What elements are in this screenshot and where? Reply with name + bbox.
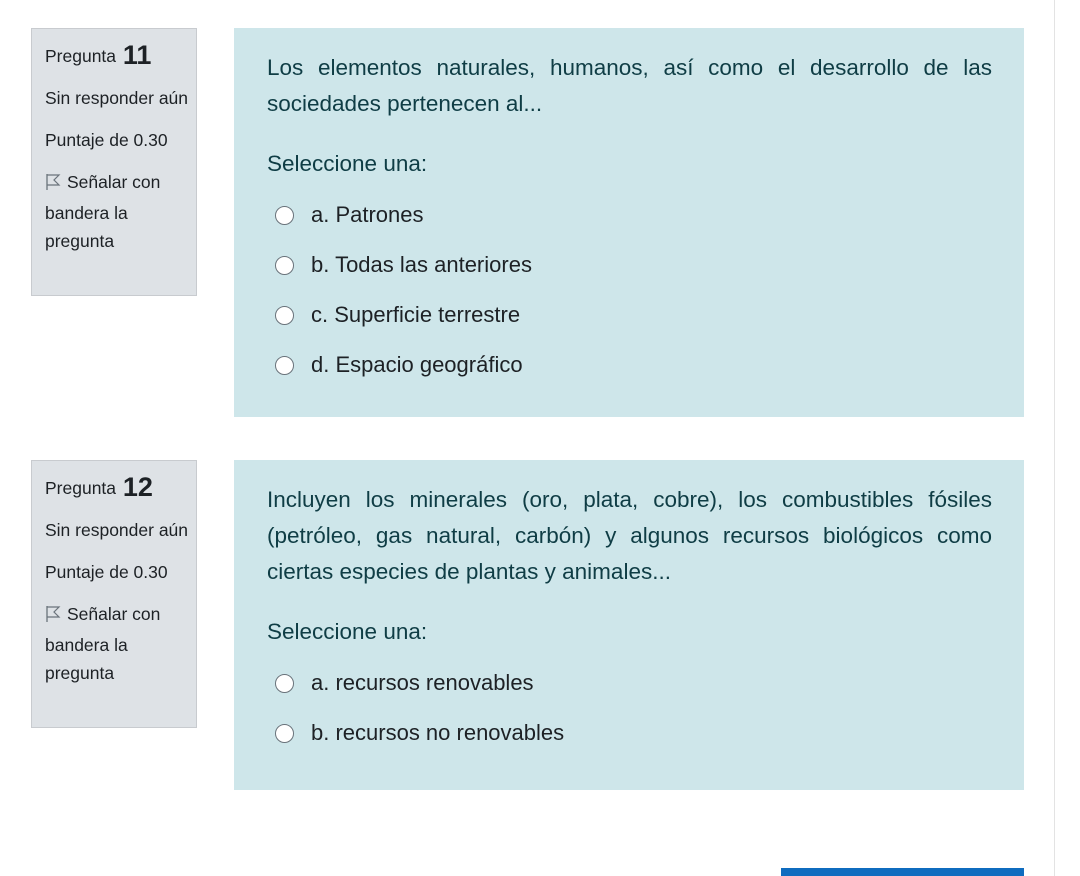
primary-button-edge[interactable]	[781, 868, 1024, 876]
flag-icon[interactable]	[45, 171, 67, 199]
answer-options	[267, 190, 992, 390]
question-number: 11	[122, 40, 152, 70]
answer-option-label[interactable]: a. Patrones	[311, 202, 424, 227]
flag-label[interactable]: Señalar con bandera la pregunta	[45, 604, 161, 683]
answer-option-label[interactable]: d. Espacio geográfico	[311, 352, 523, 377]
answer-prompt: Seleccione una:	[267, 619, 428, 644]
page-right-border	[1054, 0, 1055, 876]
question-grade: Puntaje de 0.30	[45, 562, 168, 582]
answer-option-c[interactable]	[267, 290, 992, 340]
question-text: Incluyen los minerales (oro, plata, cobre), los combustibles fósiles (petróleo, gas natural, carbón) y algunos recursos biológicos como ciertas especies de plantas y animales...	[267, 487, 992, 584]
question-number-row	[45, 41, 196, 70]
answer-option-label[interactable]: b. Todas las anteriores	[311, 252, 532, 277]
question-info-panel	[31, 460, 197, 728]
answer-option-a[interactable]	[267, 190, 992, 240]
question-text: Los elementos naturales, humanos, así como el desarrollo de las sociedades pertenecen al...	[267, 55, 992, 116]
question-content	[234, 28, 1024, 417]
radio-button[interactable]	[275, 356, 294, 375]
question-state: Sin responder aún	[45, 520, 189, 540]
flag-question-link[interactable]	[45, 600, 196, 687]
question-label: Pregunta	[45, 478, 117, 498]
question-grade: Puntaje de 0.30	[45, 130, 168, 150]
radio-button[interactable]	[275, 306, 294, 325]
question-content	[234, 460, 1024, 790]
flag-question-link[interactable]	[45, 168, 196, 255]
radio-button[interactable]	[275, 206, 294, 225]
answer-option-label[interactable]: a. recursos renovables	[311, 670, 534, 695]
answer-option-d[interactable]	[267, 340, 992, 390]
radio-button[interactable]	[275, 724, 294, 743]
answer-option-b[interactable]	[267, 708, 992, 758]
question-number: 12	[122, 472, 153, 502]
flag-label[interactable]: Señalar con bandera la pregunta	[45, 172, 161, 251]
question-number-row	[45, 473, 196, 502]
answer-options	[267, 658, 992, 758]
flag-icon[interactable]	[45, 603, 67, 631]
answer-option-b[interactable]	[267, 240, 992, 290]
question-info-panel	[31, 28, 197, 296]
answer-option-a[interactable]	[267, 658, 992, 708]
radio-button[interactable]	[275, 674, 294, 693]
question-label: Pregunta	[45, 46, 117, 66]
answer-option-label[interactable]: b. recursos no renovables	[311, 720, 565, 745]
question-state: Sin responder aún	[45, 88, 189, 108]
answer-prompt: Seleccione una:	[267, 151, 428, 176]
answer-option-label[interactable]: c. Superficie terrestre	[311, 302, 521, 327]
radio-button[interactable]	[275, 256, 294, 275]
